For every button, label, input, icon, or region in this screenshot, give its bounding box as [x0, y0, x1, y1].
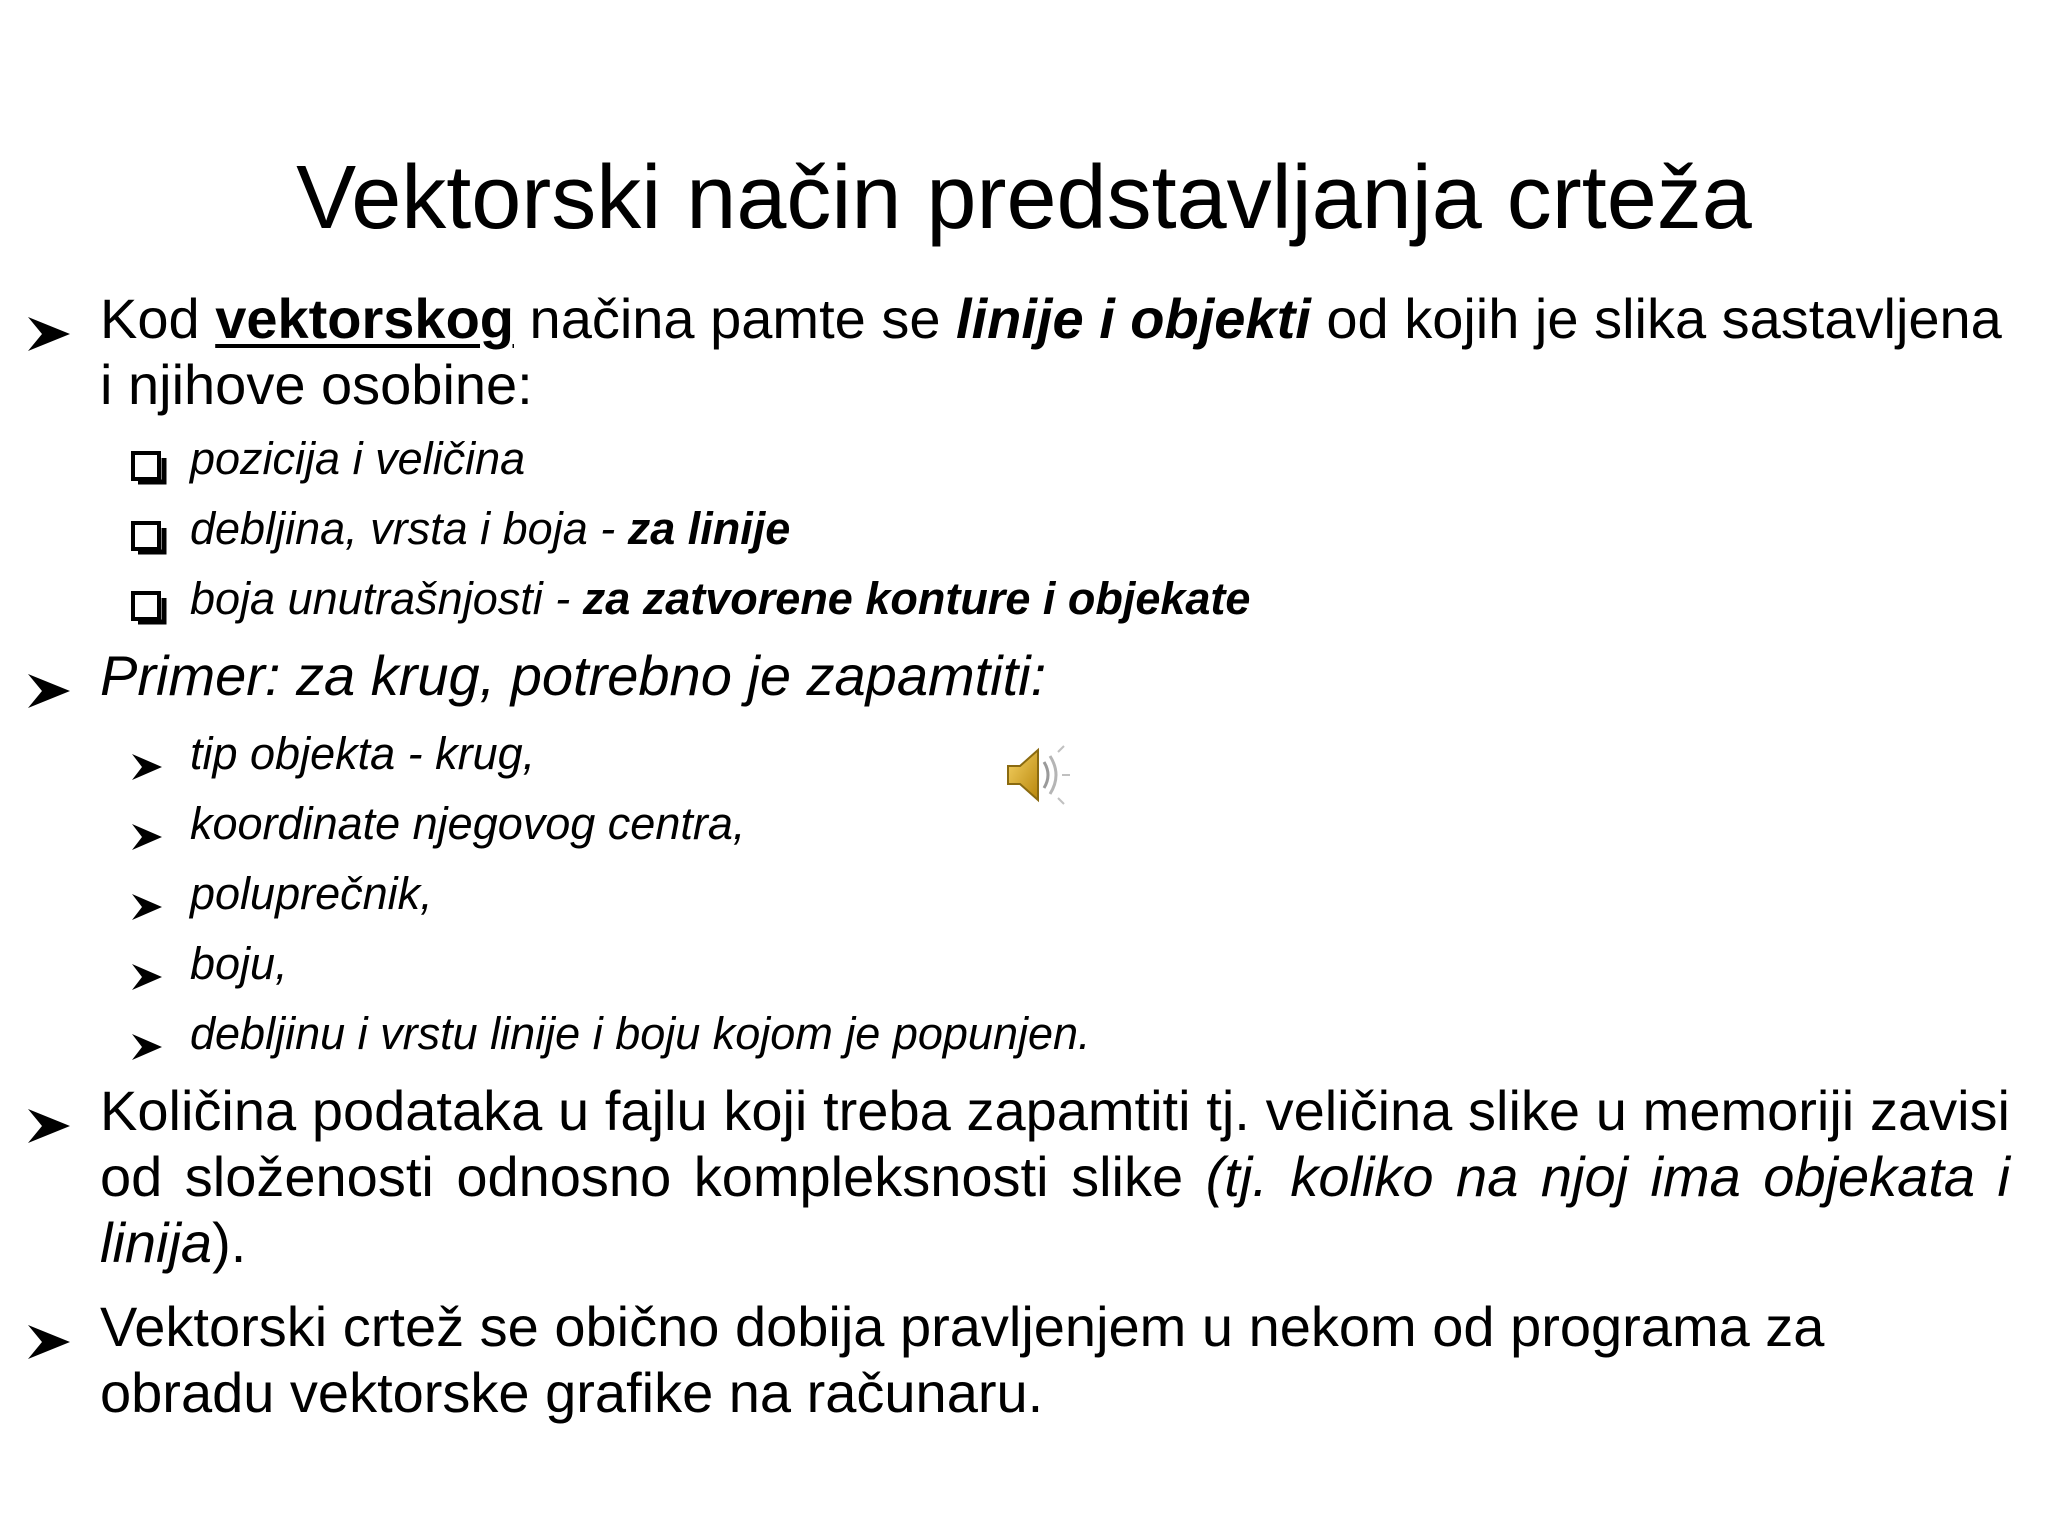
list-item-pozicija: [190, 431, 1990, 487]
bullet-item-vektorski-crtez: [100, 1294, 2010, 1426]
list-item-text: poluprečnik,: [190, 868, 433, 919]
bullet-item-kolicina-podataka: [100, 1078, 2010, 1276]
arrowhead-bullet-icon: [26, 301, 72, 367]
list-item-koordinate: [190, 796, 1990, 852]
arrowhead-bullet-icon: [130, 1019, 164, 1075]
text-primer: Primer: za krug, potrebno je zapamtiti:: [100, 644, 1047, 707]
bullet-item-vector-definition: [100, 286, 2010, 418]
list-item-poluprecnik: [190, 866, 1990, 922]
list-item-bold-text: za linije: [627, 503, 791, 554]
list-item-boju: [190, 936, 1990, 992]
list-item-debljinu: [190, 1006, 1990, 1062]
arrowhead-bullet-icon: [130, 879, 164, 935]
arrowhead-bullet-icon: [130, 739, 164, 795]
arrowhead-bullet-icon: [26, 658, 72, 724]
text-close: ).: [212, 1211, 247, 1274]
list-item-tip-objekta: [190, 726, 1990, 782]
list-item-bold-text: za zatvorene konture i objekate: [582, 573, 1251, 624]
list-item-text: debljina, vrsta i boja -: [190, 503, 628, 554]
arrowhead-bullet-icon: [130, 809, 164, 865]
text-sastavljena: od kojih je slika sastavljena i njihove osobine:: [100, 287, 2002, 416]
bullet-item-primer: [100, 643, 2010, 709]
list-item-boja-unutrasnjosti: [190, 571, 1990, 627]
list-item-text: boja unutrašnjosti -: [190, 573, 583, 624]
list-item-debljina: [190, 501, 1990, 557]
speaker-icon[interactable]: [1002, 740, 1072, 815]
arrowhead-bullet-icon: [26, 1093, 72, 1159]
text-kolicina: Količina podataka u fajlu koji treba zapamtiti tj. veličina slike u memoriji zavisi od složenosti odnosno kompleksnosti slike: [100, 1079, 2010, 1208]
slide-title: Vektorski način predstavljanja crteža: [296, 148, 1752, 248]
text-vektorski-crtez: Vektorski crtež se obično dobija pravljenjem u nekom od programa za obradu vektorske grafike na računaru.: [100, 1295, 1825, 1424]
text-linije-objekti: linije i objekti: [956, 287, 1311, 350]
list-item-text: pozicija i veličina: [190, 433, 526, 484]
square-bullet-icon: [130, 443, 170, 499]
list-item-text: boju,: [190, 938, 288, 989]
text-kod: Kod: [100, 287, 216, 350]
arrowhead-bullet-icon: [26, 1309, 72, 1375]
text-vektorskog: vektorskog: [215, 287, 514, 350]
text-nacina: načina pamte se: [514, 287, 957, 350]
list-item-text: debljinu i vrstu linije i boju kojom je popunjen.: [190, 1008, 1091, 1059]
list-item-text: tip objekta - krug,: [190, 728, 536, 779]
list-item-text: koordinate njegovog centra,: [190, 798, 746, 849]
text-tj-koliko: (tj. koliko na njoj ima objekata i linija: [100, 1145, 2010, 1274]
square-bullet-icon: [130, 513, 170, 569]
arrowhead-bullet-icon: [130, 949, 164, 1005]
square-bullet-icon: [130, 583, 170, 639]
